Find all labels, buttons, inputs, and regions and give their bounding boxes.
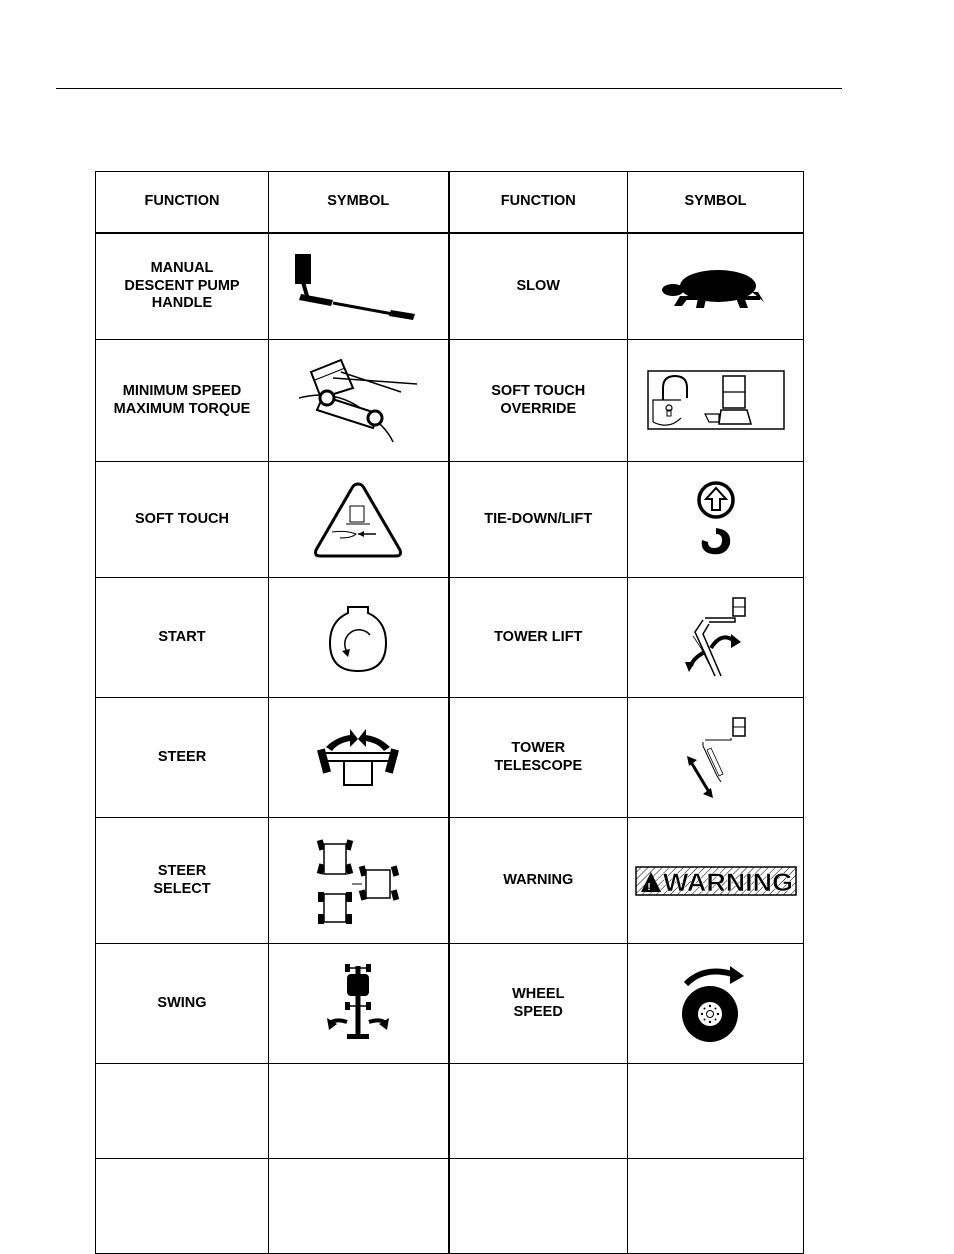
header-function-left: FUNCTION xyxy=(96,172,269,234)
tower-lift-icon xyxy=(681,596,751,680)
warning-label-icon xyxy=(635,866,797,896)
symbol-cell-empty xyxy=(269,1159,449,1254)
function-label xyxy=(96,1159,269,1254)
table-row xyxy=(96,462,804,578)
header-symbol-right: SYMBOL xyxy=(628,172,804,234)
function-label: TIE-DOWN/LIFT xyxy=(449,462,628,578)
table-row xyxy=(96,233,804,340)
function-label: WHEEL SPEED xyxy=(449,944,628,1064)
table-row xyxy=(96,1064,804,1159)
function-label: SLOW xyxy=(449,233,628,340)
soft-touch-triangle-icon xyxy=(312,480,404,560)
symbol-cell-empty xyxy=(269,1064,449,1159)
function-label: SOFT TOUCH OVERRIDE xyxy=(449,340,628,462)
table-row xyxy=(96,818,804,944)
function-label: SOFT TOUCH xyxy=(96,462,269,578)
top-rule xyxy=(56,88,842,89)
engine-start-icon xyxy=(326,601,390,675)
function-label: SWING xyxy=(96,944,269,1064)
steer-select-icon xyxy=(316,836,400,926)
steer-icon xyxy=(316,725,400,791)
lift-hook-icon xyxy=(686,480,746,560)
wheel-speed-icon xyxy=(680,964,752,1044)
function-label: STEER SELECT xyxy=(96,818,269,944)
function-label: TOWER TELESCOPE xyxy=(449,698,628,818)
swing-icon xyxy=(325,962,391,1046)
table-row xyxy=(96,340,804,462)
table-header-row xyxy=(96,172,804,234)
function-label: MANUAL DESCENT PUMP HANDLE xyxy=(96,233,269,340)
function-label: TOWER LIFT xyxy=(449,578,628,698)
function-label xyxy=(449,1159,628,1254)
function-label: WARNING xyxy=(449,818,628,944)
turtle-icon xyxy=(660,262,772,312)
function-label xyxy=(96,1064,269,1159)
tower-telescope-icon xyxy=(681,716,751,800)
header-function-right: FUNCTION xyxy=(449,172,628,234)
header-symbol-left: SYMBOL xyxy=(269,172,449,234)
function-label: STEER xyxy=(96,698,269,818)
symbol-table xyxy=(95,171,804,1254)
function-label xyxy=(449,1064,628,1159)
function-label: START xyxy=(96,578,269,698)
incline-torque-icon xyxy=(297,358,419,444)
table-row xyxy=(96,1159,804,1254)
pump-handle-icon xyxy=(293,252,423,322)
symbol-cell-empty xyxy=(628,1064,804,1159)
symbol-cell-empty xyxy=(628,1159,804,1254)
table-row xyxy=(96,578,804,698)
svg-text:!: ! xyxy=(646,881,651,893)
warning-label-text: WARNING xyxy=(662,868,793,896)
unlock-override-icon xyxy=(647,370,785,432)
table-row xyxy=(96,698,804,818)
table-row xyxy=(96,944,804,1064)
function-label: MINIMUM SPEED MAXIMUM TORQUE xyxy=(96,340,269,462)
